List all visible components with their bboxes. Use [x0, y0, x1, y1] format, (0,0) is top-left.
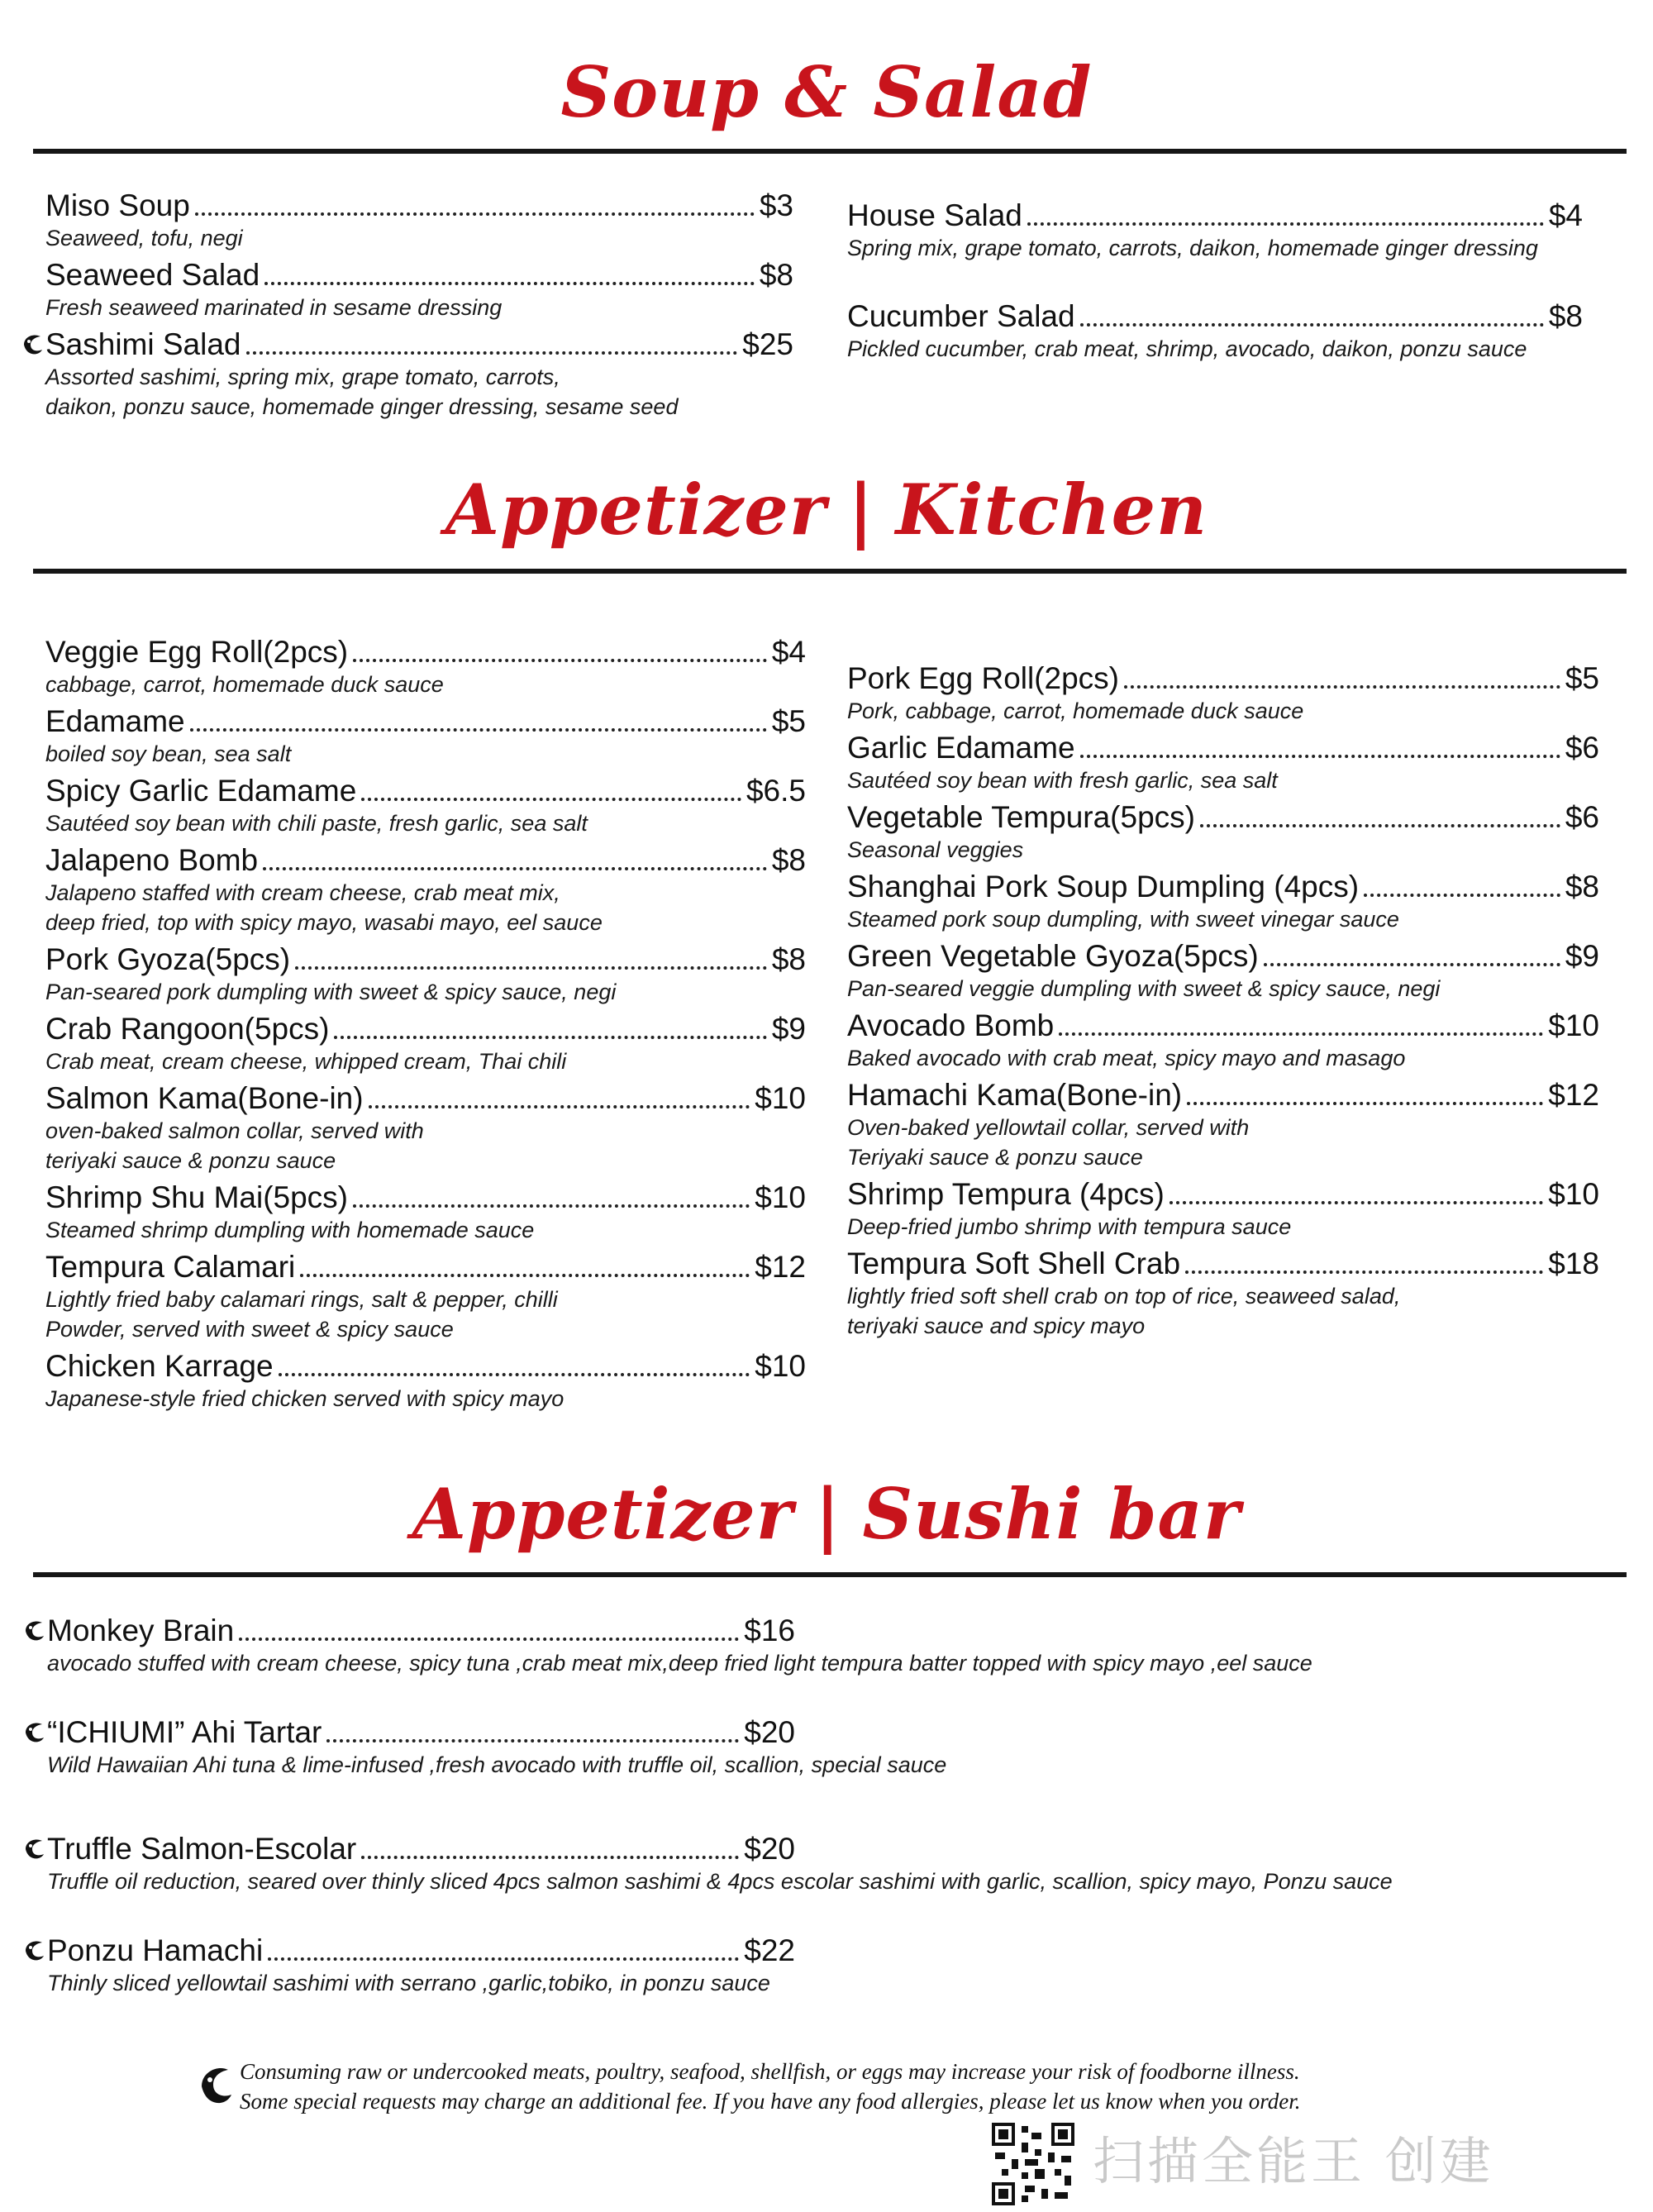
menu-item-price: $8 [1548, 299, 1583, 333]
menu-item [45, 188, 793, 253]
dot-leader [1080, 323, 1544, 327]
menu-item-description: Thinly sliced yellowtail sashimi with serrano ,garlic,tobiko, in ponzu sauce [47, 1971, 770, 1995]
menu-item-price: $20 [744, 1715, 795, 1749]
dot-leader [268, 1957, 739, 1961]
menu-item-row [847, 1078, 1599, 1113]
menu-item-description: Baked avocado with crab meat, spicy mayo and masago [847, 1046, 1406, 1070]
menu-item-row [45, 1012, 806, 1046]
raw-seafood-advisory-icon [22, 1720, 45, 1745]
dot-leader [353, 659, 767, 662]
menu-item-description: boiled soy bean, sea salt [45, 741, 292, 766]
menu-item [45, 635, 806, 699]
menu-item-price: $9 [771, 1012, 806, 1046]
notice-line-1: Consuming raw or undercooked meats, poultry, seafood, shellfish, or eggs may increase your risk of foodborne illness. [240, 2059, 1300, 2084]
menu-item-description: teriyaki sauce & ponzu sauce [45, 1148, 336, 1173]
menu-item-row [45, 1180, 806, 1215]
menu-item-description: Wild Hawaiian Ahi tuna & lime-infused ,fresh avocado with truffle oil, scallion, special sauce [47, 1752, 947, 1777]
menu-item [45, 1349, 806, 1413]
section-title-text: Soup & Salad [560, 51, 1093, 133]
menu-item-price: $5 [1565, 661, 1599, 695]
menu-item-name: Ponzu Hamachi [47, 1933, 264, 1967]
menu-item-row [847, 800, 1599, 835]
menu-item-description: daikon, ponzu sauce, homemade ginger dressing, sesame seed [45, 394, 679, 419]
menu-item-name: House Salad [847, 198, 1022, 232]
menu-item-description: Powder, served with sweet & spicy sauce [45, 1317, 454, 1342]
menu-item-price: $8 [771, 843, 806, 877]
menu-item-name: Tempura Calamari [45, 1250, 296, 1284]
menu-item-description: Pan-seared veggie dumpling with sweet & spicy sauce, negi [847, 976, 1441, 1001]
menu-item-row [47, 1933, 795, 1968]
menu-item-row [47, 1614, 795, 1648]
menu-item [847, 198, 1583, 263]
menu-item-description: Oven-baked yellowtail collar, served with [847, 1115, 1250, 1140]
menu-item-price: $10 [1548, 1177, 1599, 1211]
menu-item-description: lightly fried soft shell crab on top of rice, seaweed salad, [847, 1284, 1401, 1309]
menu-item-row [847, 1008, 1599, 1043]
menu-item-description: Sautéed soy bean with chili paste, fresh garlic, sea salt [45, 811, 588, 836]
menu-item-name: Truffle Salmon-Escolar [47, 1832, 357, 1866]
menu-item [47, 1933, 795, 1998]
qr-code-icon[interactable] [992, 2123, 1074, 2205]
menu-item-row [45, 704, 806, 739]
menu-item-description: Japanese-style fried chicken served with spicy mayo [45, 1386, 564, 1411]
section-title-appetizer-kitchen [0, 469, 1653, 551]
menu-item-row [847, 1247, 1599, 1281]
menu-item-description: Steamed shrimp dumpling with homemade sauce [45, 1218, 535, 1242]
menu-item-price: $9 [1565, 939, 1599, 973]
menu-item-name: Veggie Egg Roll(2pcs) [45, 635, 349, 669]
menu-item-name: Green Vegetable Gyoza(5pcs) [847, 939, 1259, 973]
menu-item [45, 327, 793, 422]
menu-item-description: Assorted sashimi, spring mix, grape tomato, carrots, [45, 365, 560, 389]
menu-item-price: $3 [759, 188, 793, 222]
menu-item-row [45, 188, 793, 223]
menu-item-name: Edamame [45, 704, 185, 738]
dot-leader [1200, 824, 1560, 827]
dot-leader [246, 351, 738, 355]
dot-leader [1364, 894, 1560, 897]
scanner-watermark: 扫描全能王 创建 [1093, 2131, 1494, 2191]
section-divider [33, 1572, 1627, 1577]
menu-item-name: Crab Rangoon(5pcs) [45, 1012, 330, 1046]
menu-item-name: Tempura Soft Shell Crab [847, 1247, 1181, 1280]
menu-item-description: Pickled cucumber, crab meat, shrimp, avocado, daikon, ponzu sauce [847, 336, 1527, 361]
menu-item [45, 704, 806, 769]
menu-item-price: $10 [755, 1081, 806, 1115]
dot-leader [263, 867, 767, 870]
menu-item [45, 1250, 806, 1344]
menu-item [847, 800, 1599, 865]
menu-item-name: Chicken Karrage [45, 1349, 274, 1383]
raw-seafood-advisory-icon [195, 2062, 236, 2113]
section-title-left: Appetizer [445, 469, 827, 551]
menu-item-description: Seasonal veggies [847, 837, 1024, 862]
menu-item-name: Hamachi Kama(Bone-in) [847, 1078, 1183, 1112]
section-title-appetizer-sushi-bar [0, 1473, 1653, 1555]
menu-item-price: $22 [744, 1933, 795, 1967]
raw-seafood-advisory-icon [21, 332, 44, 357]
menu-item-row [45, 1250, 806, 1285]
allergy-notice [240, 2057, 1529, 2116]
menu-item-row [847, 299, 1583, 334]
menu-item-description: Crab meat, cream cheese, whipped cream, Thai chili [45, 1049, 567, 1074]
menu-item-price: $10 [1548, 1008, 1599, 1042]
menu-item-name: Sashimi Salad [45, 327, 241, 361]
menu-item-name: Vegetable Tempura(5pcs) [847, 800, 1195, 834]
menu-item-description: Lightly fried baby calamari rings, salt & pepper, chilli [45, 1287, 558, 1312]
dot-leader [1059, 1032, 1543, 1036]
menu-item-price: $12 [1548, 1078, 1599, 1112]
menu-item-price: $8 [1565, 870, 1599, 903]
section-title-left: Appetizer [412, 1473, 793, 1555]
menu-item [847, 1008, 1599, 1073]
menu-item-row [45, 774, 806, 808]
menu-item-price: $6 [1565, 731, 1599, 765]
menu-item [847, 1247, 1599, 1341]
menu-item-description: Seaweed, tofu, negi [45, 226, 243, 250]
menu-item-row [45, 942, 806, 977]
dot-leader [239, 1638, 739, 1641]
menu-item [847, 661, 1599, 726]
menu-item-name: Monkey Brain [47, 1614, 235, 1647]
menu-item-price: $10 [755, 1349, 806, 1383]
notice-line-2: Some special requests may charge an additional fee. If you have any food allergies, please let us know when you order. [240, 2089, 1301, 2114]
menu-item-name: Avocado Bomb [847, 1008, 1055, 1042]
section-title-right: Kitchen [895, 469, 1208, 551]
menu-item-description: Jalapeno staffed with cream cheese, crab meat mix, [45, 880, 560, 905]
menu-item-price: $12 [755, 1250, 806, 1284]
menu-item-description: deep fried, top with spicy mayo, wasabi mayo, eel sauce [45, 910, 603, 935]
dot-leader [300, 1274, 750, 1277]
menu-item-price: $16 [744, 1614, 795, 1647]
menu-item-price: $5 [771, 704, 806, 738]
menu-item-description: Spring mix, grape tomato, carrots, daikon, homemade ginger dressing [847, 236, 1538, 260]
menu-item-row [47, 1715, 795, 1750]
menu-item-price: $4 [771, 635, 806, 669]
dot-leader [190, 728, 767, 732]
menu-item-name: Pork Gyoza(5pcs) [45, 942, 291, 976]
menu-item-name: Spicy Garlic Edamame [45, 774, 357, 808]
menu-item-row [847, 731, 1599, 765]
menu-item [847, 731, 1599, 795]
dot-leader [264, 282, 755, 285]
dot-leader [361, 1856, 739, 1859]
menu-item-price: $8 [771, 942, 806, 976]
section-title-right: Sushi bar [862, 1473, 1241, 1555]
menu-item-row [847, 661, 1599, 696]
raw-seafood-advisory-icon [22, 1618, 45, 1643]
menu-item-price: $8 [759, 258, 793, 292]
menu-item-name: Garlic Edamame [847, 731, 1075, 765]
menu-item-name: Seaweed Salad [45, 258, 260, 292]
menu-item-row [47, 1832, 795, 1866]
menu-item-row [847, 870, 1599, 904]
menu-item [45, 843, 806, 937]
menu-item [45, 774, 806, 838]
section-title-separator: | [848, 469, 874, 551]
menu-item [45, 1081, 806, 1175]
menu-item-description: Sautéed soy bean with fresh garlic, sea salt [847, 768, 1278, 793]
menu-item [45, 258, 793, 322]
dot-leader [334, 1036, 766, 1039]
menu-item-description: Fresh seaweed marinated in sesame dressing [45, 295, 503, 320]
menu-item [45, 1180, 806, 1245]
menu-item-row [45, 327, 793, 362]
menu-item [47, 1614, 1312, 1678]
dot-leader [195, 212, 755, 216]
menu-item [45, 1012, 806, 1076]
menu-item-description: Pan-seared pork dumpling with sweet & spicy sauce, negi [45, 980, 617, 1004]
menu-item-row [45, 843, 806, 878]
menu-item-row [847, 939, 1599, 974]
menu-item-name: Pork Egg Roll(2pcs) [847, 661, 1120, 695]
menu-item-description: Pork, cabbage, carrot, homemade duck sauce [847, 698, 1304, 723]
menu-item-row [45, 635, 806, 670]
menu-item-price: $6 [1565, 800, 1599, 834]
menu-item-name: Miso Soup [45, 188, 190, 222]
menu-item-row [45, 258, 793, 293]
menu-item [847, 1177, 1599, 1242]
menu-item-price: $4 [1548, 198, 1583, 232]
menu-item-name: Shrimp Shu Mai(5pcs) [45, 1180, 349, 1214]
dot-leader [1264, 963, 1560, 966]
dot-leader [1027, 222, 1544, 226]
section-divider [33, 569, 1627, 574]
menu-item-description: Steamed pork soup dumpling, with sweet vinegar sauce [847, 907, 1399, 932]
menu-item-description: oven-baked salmon collar, served with [45, 1118, 424, 1143]
menu-item [45, 942, 806, 1007]
dot-leader [295, 966, 767, 970]
section-title-soup-salad [0, 51, 1653, 133]
dot-leader [353, 1204, 750, 1208]
menu-item [847, 870, 1599, 934]
section-title-separator: | [814, 1473, 841, 1555]
raw-seafood-advisory-icon [22, 1938, 45, 1963]
dot-leader [361, 798, 741, 801]
menu-item-row [847, 198, 1583, 233]
menu-item [847, 299, 1583, 364]
menu-item-name: “ICHIUMI” Ahi Tartar [47, 1715, 322, 1749]
menu-item [47, 1715, 947, 1780]
dot-leader [1080, 755, 1560, 758]
menu-item-description: Truffle oil reduction, seared over thinly sliced 4pcs salmon sashimi & 4pcs escolar sashimi with garlic, scallion, spicy mayo, Ponzu sauce [47, 1869, 1393, 1894]
menu-item-description: Teriyaki sauce & ponzu sauce [847, 1145, 1143, 1170]
menu-item-name: Shrimp Tempura (4pcs) [847, 1177, 1165, 1211]
menu-item-description: cabbage, carrot, homemade duck sauce [45, 672, 444, 697]
dot-leader [1124, 685, 1560, 689]
dot-leader [369, 1105, 750, 1108]
menu-item-name: Jalapeno Bomb [45, 843, 259, 877]
menu-item-description: Deep-fried jumbo shrimp with tempura sauce [847, 1214, 1292, 1239]
menu-item [847, 1078, 1599, 1172]
dot-leader [1187, 1102, 1543, 1105]
menu-item-name: Cucumber Salad [847, 299, 1075, 333]
dot-leader [1169, 1201, 1543, 1204]
menu-item-name: Shanghai Pork Soup Dumpling (4pcs) [847, 870, 1360, 903]
dot-leader [326, 1739, 739, 1742]
dot-leader [279, 1373, 750, 1376]
menu-item-row [847, 1177, 1599, 1212]
menu-item-row [45, 1349, 806, 1384]
menu-item-price: $10 [755, 1180, 806, 1214]
menu-item-price: $6.5 [746, 774, 806, 808]
menu-item-description: teriyaki sauce and spicy mayo [847, 1313, 1146, 1338]
menu-item [847, 939, 1599, 1004]
menu-item-name: Salmon Kama(Bone-in) [45, 1081, 364, 1115]
menu-item-description: avocado stuffed with cream cheese, spicy tuna ,crab meat mix,deep fried light tempura batter topped with spicy mayo ,eel sauce [47, 1651, 1312, 1676]
menu-item [47, 1832, 1393, 1896]
section-divider [33, 149, 1627, 154]
menu-item-price: $25 [742, 327, 793, 361]
menu-item-price: $20 [744, 1832, 795, 1866]
raw-seafood-advisory-icon [22, 1837, 45, 1862]
menu-item-price: $18 [1548, 1247, 1599, 1280]
menu-item-row [45, 1081, 806, 1116]
dot-leader [1185, 1270, 1543, 1274]
